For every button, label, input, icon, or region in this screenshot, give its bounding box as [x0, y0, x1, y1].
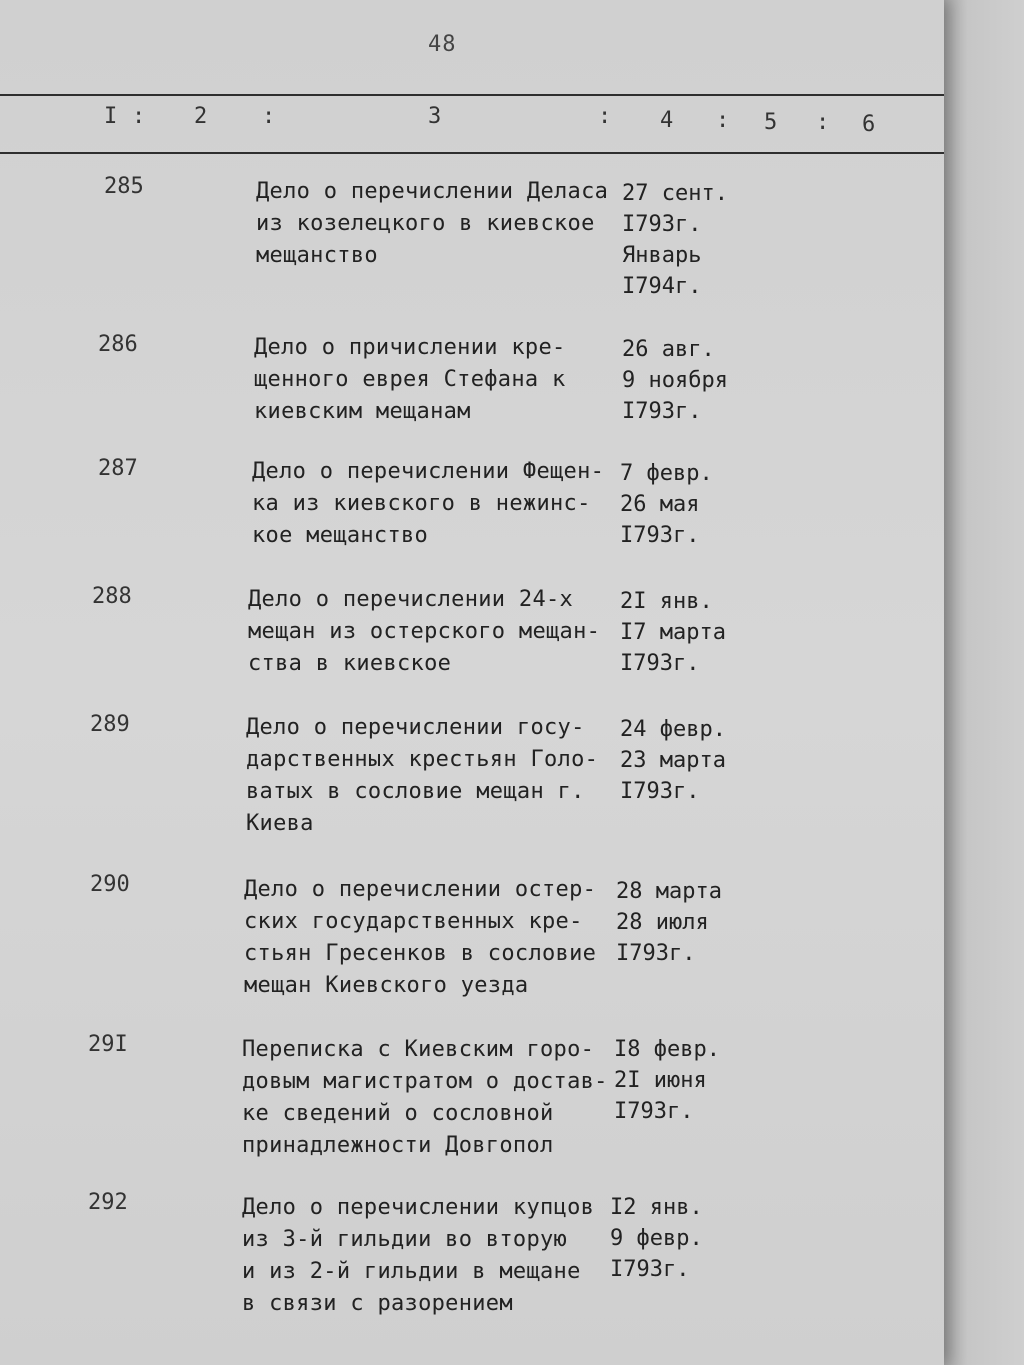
column-header-row: [0, 104, 944, 144]
entry-description: Дело о перечислении Деласа из козелецкого в киевское мещанство: [256, 179, 609, 268]
column-5-header: 5: [764, 110, 778, 135]
header-top-rule: [0, 94, 944, 96]
entry-number: 29I: [88, 1032, 128, 1057]
entry-number: 292: [88, 1190, 128, 1215]
column-4-header: 4: [660, 108, 674, 133]
entry-description: Переписка с Киевским горо- довым магистратом о достав- ке сведений о сословной принадлежности Довгопол: [242, 1037, 608, 1158]
column-separator: :: [816, 110, 830, 135]
entry-description: Дело о перечислении купцов из 3-й гильдии во вторую и из 2-й гильдии в мещане в связи с разорением: [242, 1195, 595, 1316]
entry-description: Дело о причислении кре- щенного еврея Стефана к киевским мещанам: [254, 335, 566, 424]
column-separator: :: [132, 104, 146, 129]
background-surface: [944, 0, 1024, 1365]
entry-description: Дело о перечислении Фещен- ка из киевского в нежинс- кое мещанство: [252, 459, 605, 548]
entry-number: 288: [92, 584, 132, 609]
entry-dates: I8 февр. 2I июня I793г.: [614, 1037, 720, 1124]
column-separator: :: [598, 104, 612, 129]
entry-dates: I2 янв. 9 февр. I793г.: [610, 1195, 703, 1282]
column-3-header: 3: [428, 104, 442, 129]
column-6-header: 6: [862, 112, 876, 137]
entry-dates: 27 сент. I793г. Январь I794г.: [622, 181, 728, 299]
entry-number: 285: [104, 174, 144, 199]
entry-dates: 24 февр. 23 марта I793г.: [620, 717, 726, 804]
entry-description: Дело о перечислении остер- ских государственных кре- стьян Гресенков в сословие мещан Киевского уезда: [244, 877, 597, 998]
column-1-header: I: [104, 104, 118, 129]
entry-number: 286: [98, 332, 138, 357]
entry-number: 289: [90, 712, 130, 737]
header-bottom-rule: [0, 152, 944, 154]
entry-dates: 28 марта 28 июля I793г.: [616, 879, 722, 966]
entry-dates: 2I янв. I7 марта I793г.: [620, 589, 726, 676]
column-separator: :: [262, 104, 276, 129]
entry-dates: 7 февр. 26 мая I793г.: [620, 461, 713, 548]
entry-number: 290: [90, 872, 130, 897]
column-separator: :: [716, 108, 730, 133]
page-number: 48: [428, 32, 457, 57]
entry-description: Дело о перечислении госу- дарственных крестьян Голо- ватых в сословие мещан г. Киева: [246, 715, 599, 836]
entry-dates: 26 авг. 9 ноября I793г.: [622, 337, 728, 424]
column-2-header: 2: [194, 104, 208, 129]
entry-description: Дело о перечислении 24-х мещан из остерского мещан- ства в киевское: [248, 587, 601, 676]
entry-number: 287: [98, 456, 138, 481]
